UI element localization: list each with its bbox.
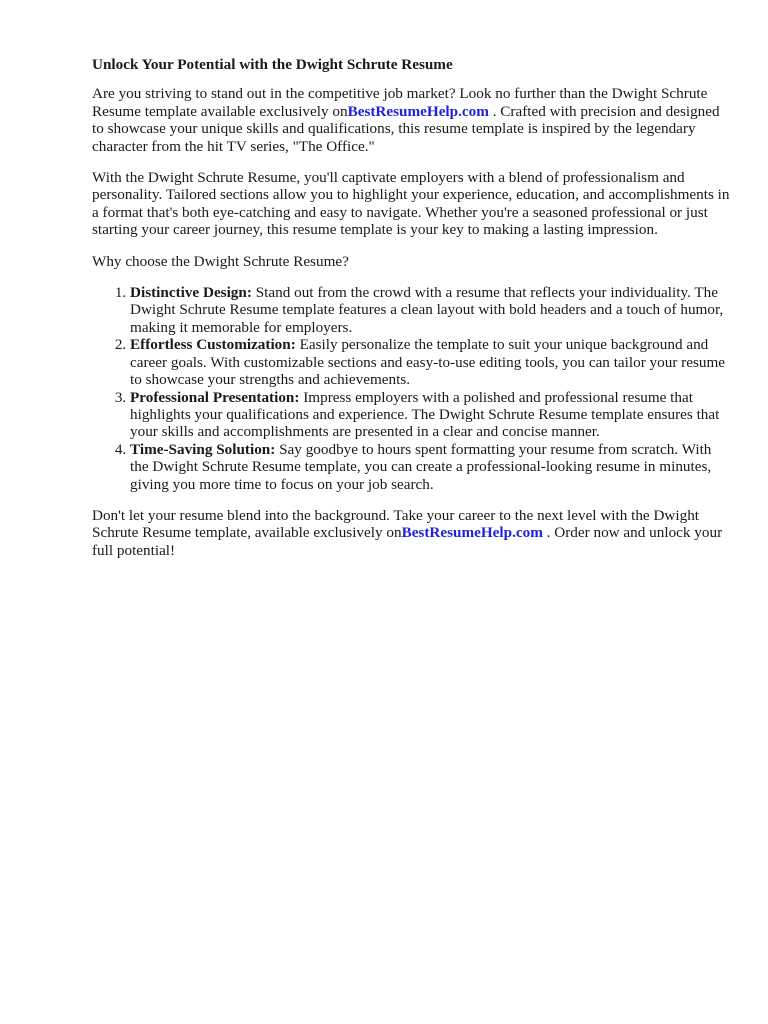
closing-text-before-link: Don't let your resume blend into the background. Take your career to the next level with the Dwight Schrute Resume template, available exclusively on [92,506,700,542]
intro-text-before-link: Are you striving to stand out in the competitive job market? Look no further than the Dwight Schrute Resume template available exclusively on [92,85,708,120]
list-item [130,389,732,441]
reason-text: Impress employers with a polished and professional resume that highlights your qualifications and experience. The Dwight Schrute Resume template ensures that your skills and accomplishments are presented in a clear and concise manner. [130,388,720,441]
reason-title: Time-Saving Solution: [130,440,276,458]
closing-paragraph [92,507,732,559]
why-heading: Why choose the Dwight Schrute Resume? [92,252,349,270]
intro-paragraph [92,85,732,155]
intro-site-link[interactable]: BestResumeHelp.com [347,102,489,120]
closing-site-link[interactable]: BestResumeHelp.com [401,524,543,542]
list-item [130,336,732,388]
benefits-paragraph: With the Dwight Schrute Resume, you'll captivate employers with a blend of professionalism and personality. Tailored sections allow you to highlight your experience, education, and accomplishments in a format that's both eye-catching and easy to navigate. Whether you're a seasoned professional or just starting your career journey, this resume template is your key to making a lasting impression. [92,169,730,239]
reason-title: Distinctive Design: [130,284,252,302]
reason-title: Effortless Customization: [130,336,296,354]
intro-text-after-link: . Crafted with precision and designed to showcase your unique skills and qualifications, this resume template is inspired by the legendary character from the hit TV series, "The Office." [92,102,720,155]
reason-text: Easily personalize the template to suit your unique background and career goals. With customizable sections and easy-to-use editing tools, you can tailor your resume to showcase your strengths and achievements. [130,336,726,389]
closing-text-after-link: . Order now and unlock your full potential! [92,524,723,559]
list-item [130,441,732,493]
reason-title: Professional Presentation: [130,388,300,406]
list-item [130,284,732,336]
document-title: Unlock Your Potential with the Dwight Schrute Resume [92,56,453,73]
reasons-list [92,284,732,493]
reason-text: Stand out from the crowd with a resume that reflects your individuality. The Dwight Schrute Resume template features a clean layout with bold headers and a touch of humor, making it memorable for employers. [130,284,724,336]
reason-text: Say goodbye to hours spent formatting your resume from scratch. With the Dwight Schrute Resume template, you can create a professional-looking resume in minutes, giving you more time to focus on your job search. [130,440,712,493]
document-page [92,56,732,573]
